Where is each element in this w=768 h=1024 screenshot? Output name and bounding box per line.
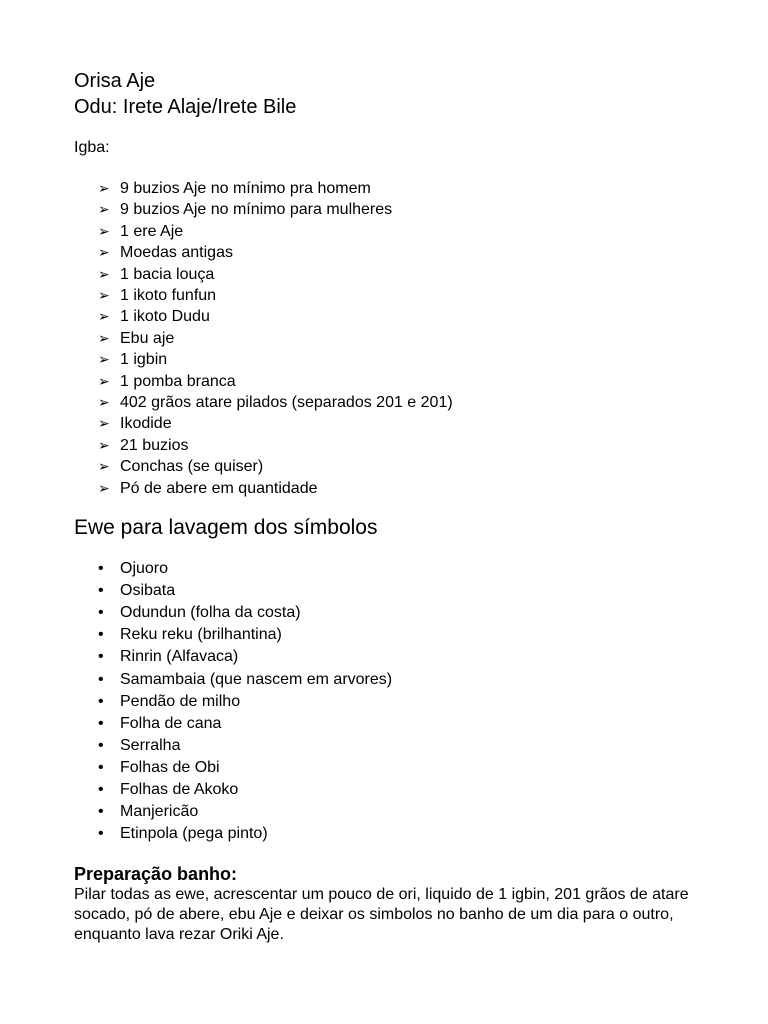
document-title xyxy=(74,68,714,120)
list-item-text: 21 buzios xyxy=(120,436,189,454)
arrow-bullet-icon: ➢ xyxy=(98,479,110,496)
list-item xyxy=(98,349,714,370)
list-item xyxy=(98,478,714,499)
ewe-heading: Ewe para lavagem dos símbolos xyxy=(74,516,378,540)
arrow-bullet-icon: ➢ xyxy=(98,436,110,453)
list-item-text: Folhas de Obi xyxy=(120,758,220,776)
list-item xyxy=(98,669,714,691)
arrow-bullet-icon: ➢ xyxy=(98,244,110,261)
list-item-text: Manjericão xyxy=(120,803,199,821)
bullet-dot-icon: • xyxy=(98,736,104,754)
list-item-text: Serralha xyxy=(120,736,181,754)
list-item-text: 402 grãos atare pilados (separados 201 e 201) xyxy=(120,394,453,412)
list-item-text: 1 ikoto funfun xyxy=(120,287,217,305)
bullet-dot-icon: • xyxy=(98,781,104,799)
arrow-bullet-icon: ➢ xyxy=(98,458,110,475)
arrow-bullet-icon: ➢ xyxy=(98,265,110,282)
list-item xyxy=(98,624,714,646)
list-item-text: Folhas de Akoko xyxy=(120,781,239,799)
bullet-dot-icon: • xyxy=(98,648,104,666)
title-line-1: Orisa Aje xyxy=(74,70,156,92)
bullet-dot-icon: • xyxy=(98,758,104,776)
list-item-text: 1 ikoto Dudu xyxy=(120,308,210,326)
list-item xyxy=(98,285,714,306)
list-item xyxy=(98,178,714,199)
list-item-text: 1 pomba branca xyxy=(120,372,236,390)
list-item-text: Odundun (folha da costa) xyxy=(120,604,301,622)
list-item-text: Etinpola (pega pinto) xyxy=(120,825,268,843)
bullet-dot-icon: • xyxy=(98,825,104,843)
list-item-text: 9 buzios Aje no mínimo pra homem xyxy=(120,180,371,197)
document-page xyxy=(74,68,714,945)
bullet-dot-icon: • xyxy=(98,560,104,578)
list-item xyxy=(98,757,714,779)
arrow-bullet-icon: ➢ xyxy=(98,180,110,196)
list-item xyxy=(98,435,714,456)
list-item xyxy=(98,823,714,845)
list-item xyxy=(98,264,714,285)
list-item xyxy=(98,691,714,713)
list-item xyxy=(98,646,714,668)
arrow-bullet-icon: ➢ xyxy=(98,351,110,368)
list-item-text: 1 bacia louça xyxy=(120,265,215,283)
arrow-bullet-icon: ➢ xyxy=(98,329,110,346)
list-item xyxy=(98,558,714,580)
arrow-bullet-icon: ➢ xyxy=(98,372,110,389)
ewe-list xyxy=(74,558,714,845)
bullet-dot-icon: • xyxy=(98,582,104,600)
list-item-text: Reku reku (brilhantina) xyxy=(120,626,282,644)
list-item-text: 9 buzios Aje no mínimo para mulheres xyxy=(120,201,393,219)
list-item-text: Pó de abere em quantidade xyxy=(120,479,318,497)
arrow-bullet-icon: ➢ xyxy=(98,287,110,304)
list-item xyxy=(98,602,714,624)
list-item-text: Pendão de milho xyxy=(120,692,241,710)
list-item xyxy=(98,242,714,263)
preparacao-text: Pilar todas as ewe, acrescentar um pouco de ori, liquido de 1 igbin, 201 grãos de atare socado, pó de abere, ebu Aje e deixar os simbolos no banho de um dia para o outro, enquanto lava rezar Oriki Aje. xyxy=(74,886,689,944)
list-item xyxy=(98,221,714,242)
list-item xyxy=(98,735,714,757)
list-item xyxy=(98,371,714,392)
list-item-text: Conchas (se quiser) xyxy=(120,458,264,476)
arrow-bullet-icon: ➢ xyxy=(98,222,110,239)
list-item-text: Osibata xyxy=(120,582,176,600)
list-item-text: 1 igbin xyxy=(120,351,168,369)
list-item-text: Folha de cana xyxy=(120,714,222,732)
list-item xyxy=(98,328,714,349)
list-item xyxy=(98,199,714,220)
list-item xyxy=(98,801,714,823)
igba-label: Igba: xyxy=(74,139,110,156)
list-item-text: 1 ere Aje xyxy=(120,222,184,240)
list-item xyxy=(98,413,714,434)
list-item-text: Moedas antigas xyxy=(120,244,233,262)
arrow-bullet-icon: ➢ xyxy=(98,308,110,325)
bullet-dot-icon: • xyxy=(98,714,104,732)
bullet-dot-icon: • xyxy=(98,670,104,688)
list-item xyxy=(98,779,714,801)
preparacao-heading: Preparação banho: xyxy=(74,864,238,885)
list-item xyxy=(98,306,714,327)
igba-list xyxy=(74,178,714,499)
list-item-text: Samambaia (que nascem em arvores) xyxy=(120,670,393,688)
arrow-bullet-icon: ➢ xyxy=(98,415,110,432)
list-item-text: Rinrin (Alfavaca) xyxy=(120,648,239,666)
bullet-dot-icon: • xyxy=(98,626,104,644)
bullet-dot-icon: • xyxy=(98,803,104,821)
arrow-bullet-icon: ➢ xyxy=(98,201,110,218)
list-item xyxy=(98,713,714,735)
list-item xyxy=(98,580,714,602)
title-line-2: Odu: Irete Alaje/Irete Bile xyxy=(74,96,297,118)
bullet-dot-icon: • xyxy=(98,604,104,622)
list-item-text: Ebu aje xyxy=(120,329,175,347)
list-item-text: Ikodide xyxy=(120,415,172,433)
list-item xyxy=(98,456,714,477)
bullet-dot-icon: • xyxy=(98,692,104,710)
list-item xyxy=(98,392,714,413)
arrow-bullet-icon: ➢ xyxy=(98,394,110,411)
list-item-text: Ojuoro xyxy=(120,560,169,578)
